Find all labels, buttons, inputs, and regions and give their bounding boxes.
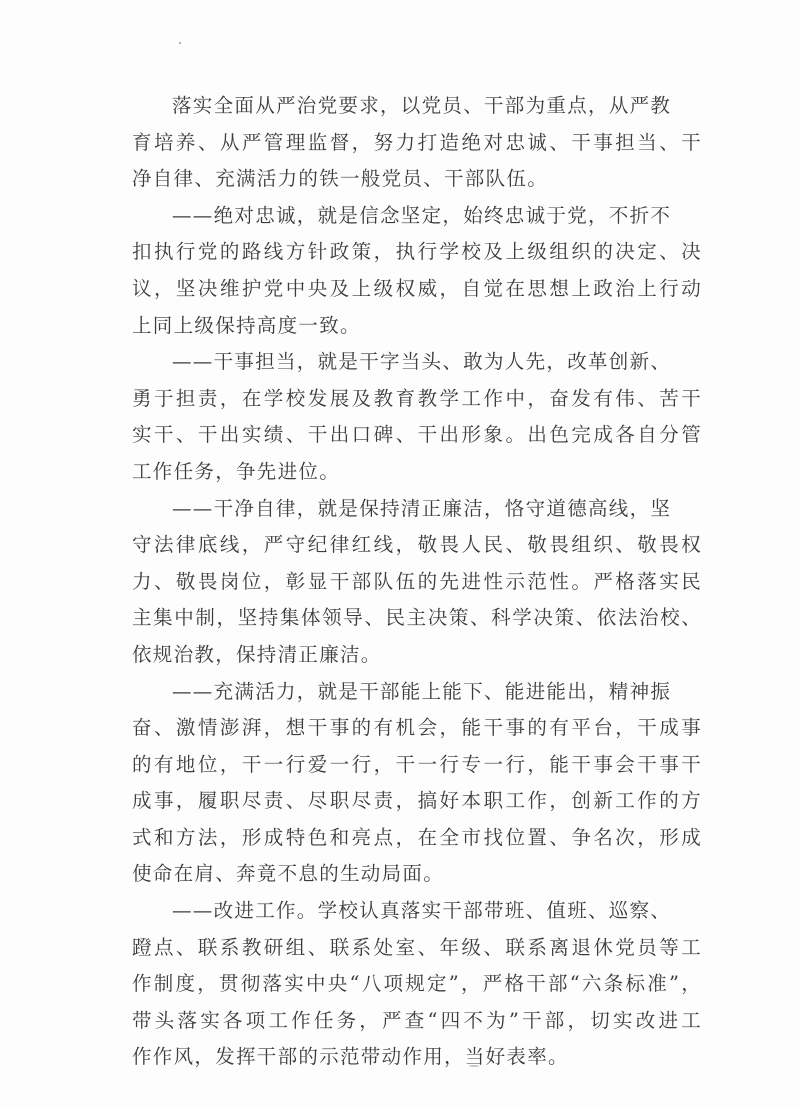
text-line: 议，坚决维护党中央及上级权威，自觉在思想上政治上行动 [132,276,702,300]
text-line: 上同上级保持高度一致。 [132,313,361,337]
text-line: 工作任务，争先进位。 [132,459,341,483]
text-line: 使命在肩、奔竟不息的生动局面。 [132,862,445,886]
text-line: ——干净自律，就是保持清正廉洁，恪守道德高线，坚 [172,496,672,520]
text-line: ——改进工作。学校认真落实干部带班、值班、巡察、 [172,899,672,923]
text-line: ——充满活力，就是干部能上能下、能进能出，精神振 [172,679,672,703]
text-line: 作制度，贯彻落实中央“八项规定”，严格干部“六条标准”， [132,972,702,996]
text-line: 作作风，发挥干部的示范带动作用，当好表率。 [132,1045,569,1069]
text-line: ——干事担当，就是干字当头、敢为人先，改革创新、 [172,350,672,374]
text-line: 守法律底线，严守纪律红线，敬畏人民、敬畏组织、敬畏权 [132,533,702,557]
text-line: 勇于担责，在学校发展及教育教学工作中，奋发有伟、苦干 [132,386,702,410]
text-line: 主集中制，坚持集体领导、民主决策、科学决策、依法治校、 [132,606,702,630]
text-line: 成事，履职尽责、尽职尽责，搞好本职工作，创新工作的方 [132,789,702,813]
document-body [132,88,702,1076]
text-line: 式和方法，形成特色和亮点，在全市找位置、争名次，形成 [132,825,702,849]
text-line: 蹬点、联系教研组、联系处室、年级、联系离退休党员等工 [132,935,702,959]
text-line: 扣执行党的路线方针政策，执行学校及上级组织的决定、决 [132,240,702,264]
text-line: 实干、干出实绩、干出口碑、干出形象。出色完成各自分管 [132,423,702,447]
text-line: 奋、激情澎湃，想干事的有机会，能干事的有平台，干成事 [132,716,702,740]
text-line: 的有地位，干一行爱一行，干一行专一行，能干事会干事干 [132,752,702,776]
text-line: 依规治教，保持清正廉洁。 [132,642,382,666]
text-line: 力、敬畏岗位，彰显干部队伍的先进性示范性。严格落实民 [132,569,702,593]
scan-speck [179,42,181,44]
text-line: 育培养、从严管理监督，努力打造绝对忠诚、干事担当、干 [132,130,702,154]
text-line: 净自律、充满活力的铁一般党员、干部队伍。 [132,167,549,191]
text-line: 带头落实各项工作任务，严查“四不为”干部，切实改进工 [132,1008,702,1032]
text-line: ——绝对忠诚，就是信念坚定，始终忠诚于党，不折不 [172,203,672,227]
text-line: 落实全面从严治党要求，以党员、干部为重点，从严教 [172,94,672,117]
